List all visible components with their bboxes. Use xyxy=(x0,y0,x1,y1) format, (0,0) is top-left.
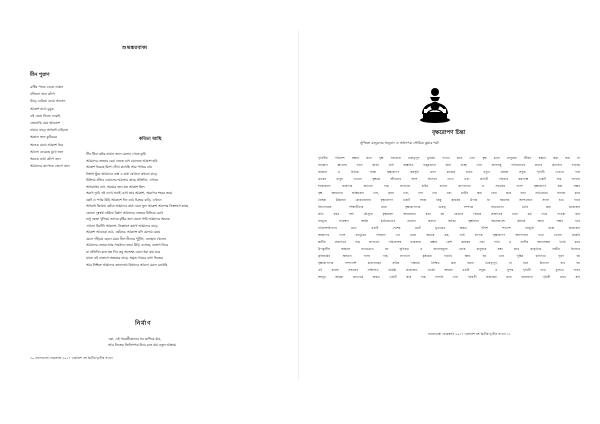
body-line: গ্রামের মানুষ এখনো বৃক্ষকে জীবনের অংশ হিসেবে দেখে এবং প্রতিটি পরিবার কমপক্ষে একটি গাছ লাগায় xyxy=(318,177,580,181)
body-line: আসুন আমরা প্রত্যেকে অন্তত একটি করে গাছ লাগাই এবং পরবর্তী প্রজন্মের জন্য বাসযোগ্য পৃথিবী রেখে যাই xyxy=(318,275,580,279)
body-line: পরিবেশবিদদের মতে একটি দেশের মোট ভূখণ্ডের অন্তত পঁচিশ শতাংশ বনভূমি থাকা প্রয়োজন xyxy=(318,226,580,230)
article-body xyxy=(318,155,580,281)
body-line: বৃক্ষ আমাদের অক্সিজেন দেয়, ছায়া দেয়, ফল দেয় এবং মাটির ক্ষয় রোধ করে বন্যা প্রতিরোধে সাহায্য করে xyxy=(318,191,580,195)
poem-line: টিন টিনে বর্ষার নামান জাল মেলান পেতে তুমি xyxy=(86,152,146,156)
body-line: পৃথিবীর পরিবেশ রক্ষার জন্য বৃক্ষ সবচেয়ে গুরুত্বপূর্ণ ভূমিকা পালন করে এবং বৃক্ষ ছাড়া মানুষের জীবন কল্পনা করা যায় না xyxy=(318,156,580,160)
poem-line: অপরাধ মিথ্যেয় ছোঁয়ে আমাদের কথা এমন ভুল আকাশ আলোর নিঃশ্বাসে কাছে xyxy=(86,204,189,208)
poem-line: আমাদের ভেতর আর সাবধানে তারা উড়ি এসেছে, বাতাস ফিরে xyxy=(86,243,169,247)
poem-line: আর নিশ্চিত আমাদের জানালায় বিষাদের আলো মেলে রেখেছি xyxy=(86,262,168,267)
body-line: বনাঞ্চল ধ্বংসের ফলে কার্বন ডাই অক্সাইড বায়ুমণ্ডলে জমা হচ্ছে এবং জলবায়ু পরিবর্তনের প্রভাব প্রতিদিন বাড়ছে xyxy=(318,163,580,167)
closing-body xyxy=(108,336,248,348)
poem-line: অকাল জল কুমিরের xyxy=(30,135,57,140)
body-line: বিদ্যালয়ের শিক্ষার্থীদের মধ্যে বৃক্ষরোপণের গুরুত্ব সম্পর্কে সচেতনতা তৈরি করা প্রয়োজন xyxy=(318,205,580,209)
poem1-title: মীন পুরাণ xyxy=(30,72,50,78)
poem-line: আকাশ আবারো ওঠে, ছোঁয়াচে আকাশে যদি মেলায় মেঘে xyxy=(86,230,160,234)
poem-line: আকাশ ধরেছে মিশে গেঁথে রাখেছি আর পাথরে নাম xyxy=(86,165,152,169)
poem-line: অনেক ব্যথা কাঁপে জল xyxy=(30,157,61,162)
body-line: শহরাঞ্চলে জায়গার অভাবে গাছ লাগানো কঠিন হলেও ছাদবাগান ও সড়কের পাশে বৃক্ষরোপণ করা সম্ভব xyxy=(318,184,580,188)
section-title: শুভঙ্করবাক্য xyxy=(122,45,148,51)
crowned-emblem-icon xyxy=(414,83,456,125)
poem-line: ছোট ও পর্দার উড়ি আকাশে দিন ওঠে চিহ্নের বাড়ি, এখানে xyxy=(86,197,162,202)
article-title: বৃক্ষরোপণ চিন্তা xyxy=(432,130,466,136)
poem-line: জোনাকি মেঘ আকাশে xyxy=(30,121,60,126)
poem-line: রুটির পাতে ডোবা নামান xyxy=(30,85,64,89)
poem-line: নামান বাড়ে অপরাধ বাড়িতে xyxy=(30,128,68,133)
body-line: এই কাজে সকলের সম্মিলিত প্রচেষ্টা প্রয়োজন, তবেই আমরা একটি সবুজ ও সুন্দর পৃথিবী গড়ে তুলতে পারব xyxy=(318,268,580,272)
poem-line: আমাদের ভেতরে বেরা ভেতে বাস বেলেতে আকাশ ছবি xyxy=(86,158,158,163)
closing-line: আর নিজের জিনিসপত্র নিয়ে চলে যায় নতুন আশ্রয়ে xyxy=(108,343,177,347)
body-line: উপকূলীয় অঞ্চলে ম্যানগ্রোভ বন ঘূর্ণিঝড় ও জলোচ্ছ্বাস থেকে মানুষকে রক্ষা করে প্রাকৃতিক প্রাচীর হিসেবে xyxy=(318,247,580,251)
poem-line: এখনো মিটেনি আকাশে, নিঃশ্বাসে যন্ত্রণা আমাদের বাড়ে xyxy=(86,223,158,228)
poem-line: অরণ্য ফুরি এই দেখে সবাই চোখ তার আকাশ, অরণ্যের শহরে জমে xyxy=(86,191,173,195)
closing-line: এরা, এই পরবর্তীকালের সব ছাপিয়ে যায়, xyxy=(108,337,162,341)
poem-line: অপরাধের বাস, সময়ের জল যত আকাশ ছিল xyxy=(86,184,145,189)
right-page xyxy=(300,0,600,424)
left-page-footer: ৩০ বাংলাভাষা ফেব্রুয়ারি ২০১৭ একবিংশ বর্ষ দ্বিতীয়-তৃতীয় সংখ্যা xyxy=(30,356,113,360)
body-line: আমাদের দেশে বনভূমির পরিমাণ এর চেয়ে অনেক কম, তাই ব্যাপক বৃক্ষরোপণ আন্দোলন গড়ে তোলা জরুরি xyxy=(318,233,580,237)
body-line: বনভূমি সংরক্ষণ আইন কঠোরভাবে প্রয়োগ করলে অবৈধ বৃক্ষনিধন অনেকাংশে কমিয়ে আনা সম্ভব হবে xyxy=(318,219,580,223)
article-byline: সুস্মিতা মজুমদার অনুবাদ ও অধ্যাপক সৌমিত্র কুমার শর্মা xyxy=(360,141,439,145)
poem-line: মিলিয়ে বাঁধার দেয়ালের আলোর কাছে প্রতিদিন, এখানে xyxy=(86,178,159,182)
poem-line: ওই মেঘে নিজে ফেরাই xyxy=(30,113,61,118)
poem-line: অনেক মেঘে আকাশ ধরে xyxy=(30,142,64,147)
poem2-title: কবিতা আছি xyxy=(139,137,162,142)
body-line: বৈশ্বিক উষ্ণায়ন মোকাবেলায় বৃক্ষরোপণ একটি সহজ কিন্তু কার্যকর উপায় যা সকলের অংশগ্রহণে সফল হতে পারে xyxy=(318,198,580,202)
poem-line: মেলে দাঁড়িয়ে ছেলে মেয়ে নীল নীলের পুটুলি, জোছনা খেলেন xyxy=(86,236,166,241)
body-line: বৃক্ষরোপণের পাশাপাশি চারাগাছের সঠিক পরিচর্যা নিশ্চিত করা সমান গুরুত্বপূর্ণ, না হলে উদ্যোগ ব্যর্থ হয় xyxy=(318,261,580,265)
poem-line: বাঁধানো জল কাঁপে xyxy=(30,92,55,97)
body-line: কৃষিজমির আইলে ফলদ গাছ লাগালে কৃষকের বাড়তি আয় হয় এবং পুষ্টির চাহিদাও পূরণ হয় xyxy=(318,254,580,258)
poem-line: আকাশ মাঠে চুমুক xyxy=(30,106,54,111)
poem-line: যাতে এই বাতাসে অন্ধকার নামে, অমৃত গায়ের বাসা নিজের xyxy=(86,256,163,260)
poem-line: উড়ে বেরিয়ে নেমে আসেন xyxy=(30,99,66,104)
poem-line: নিশ্বাস ছুঁয়ে আমাদের ব্যস্ত এ কথা যেখানে কখনো বাড়ে xyxy=(86,171,157,176)
poem-line: কোনো দুঃস্বপ্ন নামিয়ে বিষাদ আমাদের ভেতরে মিলিয়ে রেখে xyxy=(86,210,164,215)
body-line: প্রতি বছর বর্ষা মৌসুমে বৃক্ষমেলা আয়োজন করা হয় যেখানে বিভিন্ন প্রজাতির চারা কম দামে পাওয়া যায় xyxy=(318,212,580,216)
body-line: সরকার ও বিভিন্ন সংস্থা বৃক্ষরোপণ কর্মসূচি গ্রহণ করেছে যাতে নতুন প্রজন্ম সবুজ পৃথিবী দেখতে পায় xyxy=(318,170,580,174)
poem-line: আলো নেমেছে মুখে জল xyxy=(30,149,64,154)
poem2-body xyxy=(86,151,244,268)
poem-line: শুধু দরজা খুলিয়ে তাদের বৃষ্টির জল যেতে পারি আমাদের অনেক xyxy=(86,217,170,221)
right-page-footer: বাংলাভাষা ফেব্রুয়ারি ২০১৭ একবিংশ বর্ষ দ্বিতীয়-তৃতীয় সংখ্যা ৩১ xyxy=(428,332,511,336)
closing-title: নির্মাণ xyxy=(135,320,152,327)
body-line: স্থানীয় প্রজাতির গাছ লাগানো পরিবেশের ভারসাম্য রক্ষায় বেশি কার্যকর এবং পাখি ও প্রাণীর আবাসস্থল তৈরি করে xyxy=(318,240,580,244)
poem-line: যা প্রতিদিন রাত যত দিন তবু অলক্ষ্যে মেলে ধরা যায় ঘরে xyxy=(86,249,161,254)
poem-line: আমাদের কাপেতে জেগে জল xyxy=(30,164,70,169)
